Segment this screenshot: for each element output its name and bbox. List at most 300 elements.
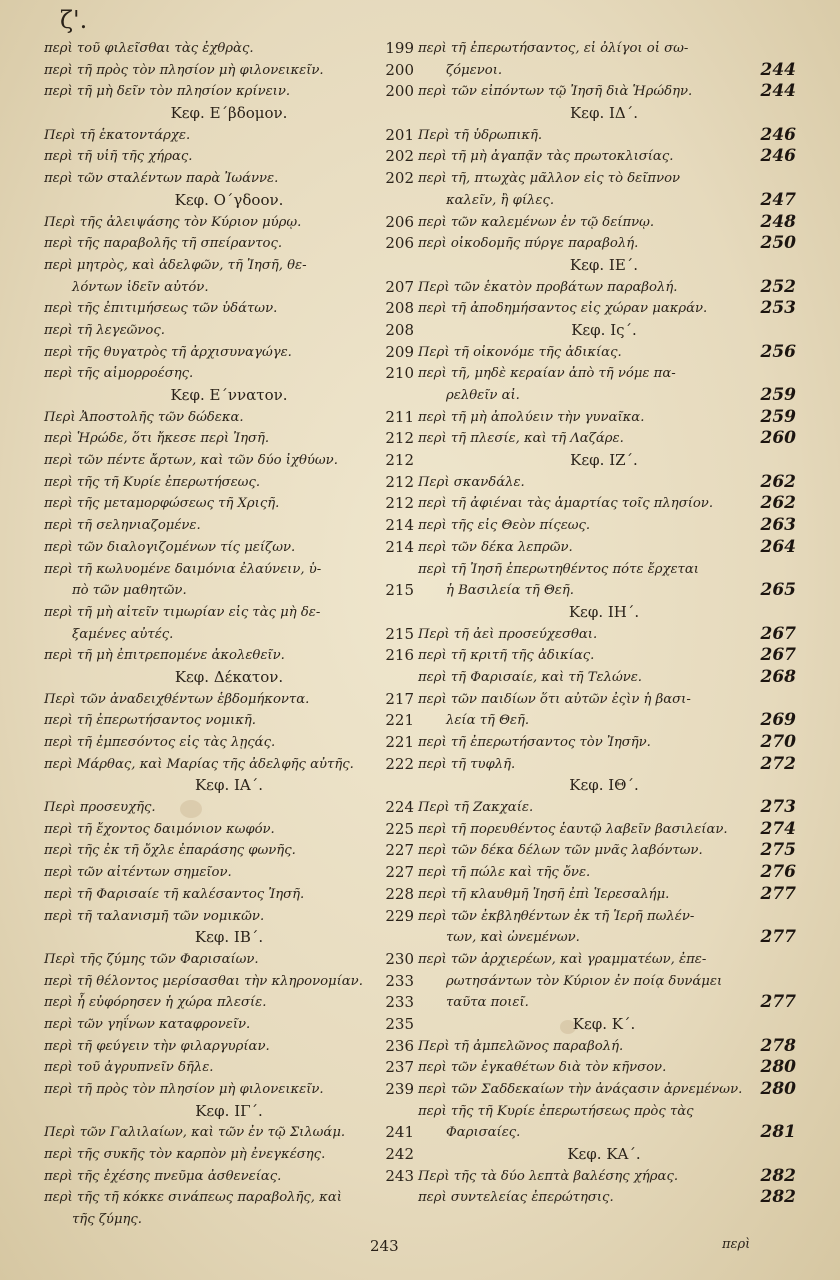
index-entry <box>44 559 414 581</box>
index-entry <box>44 710 414 732</box>
entry-title: ρελθεῖν αἰ. <box>446 388 520 403</box>
chapter-heading <box>44 1101 414 1123</box>
entry-title: περὶ τῶν αἰτέντων σημεῖον. <box>44 865 232 881</box>
entry-title: περὶ τῆ Φαρισαίε τῆ καλέσαντος Ἰησῆ. <box>44 886 305 902</box>
chapter-heading <box>44 190 414 212</box>
entry-page-number: 208 <box>385 299 414 318</box>
entry-page-number: 277 <box>760 883 796 904</box>
entry-page-number: 246 <box>760 124 796 145</box>
chapter-heading-text: Κεφ. ΙΔ΄. <box>569 104 639 123</box>
entry-title: των, καὶ ὠνεμένων. <box>446 930 580 946</box>
chapter-heading-text: Κεφ. ΙΗ΄. <box>568 602 640 621</box>
index-entry <box>418 1122 796 1144</box>
entry-title: περὶ οἰκοδομῆς πύργε παραβολή. <box>418 236 639 252</box>
entry-title: περὶ τῶν παιδίων ὅτι αὐτῶν ἐςὶν ἡ βασι- <box>418 691 691 707</box>
entry-title: περὶ τῆς αἱμορροέσης. <box>44 366 194 382</box>
index-entry <box>418 645 796 667</box>
chapter-heading <box>418 103 790 125</box>
chapter-heading-text: Κεφ. ΙΒ΄. <box>194 928 264 947</box>
entry-page-number: 212 <box>385 429 414 448</box>
entry-page-number: 280 <box>760 1057 796 1078</box>
entry-title: περὶ τῆ Ἰησῆ ἐπερωτηθέντος πότε ἔρχεται <box>418 561 699 577</box>
index-entry <box>44 277 414 299</box>
entry-title: περὶ τῆ ἔχοντος δαιμόνιον κωφόν. <box>44 821 275 837</box>
entry-title: Περὶ τῆς τὰ δύο λεπτὰ βαλέσης χήρας. <box>418 1168 679 1184</box>
entry-title: περὶ τῶν εἰπόντων τῷ Ἰησῆ διὰ Ἡρώδην. <box>418 84 693 100</box>
entry-page-number: 267 <box>760 645 796 666</box>
entry-title: περὶ τῆς ἐχέσης πνεῦμα ἀσθενείας. <box>44 1168 282 1184</box>
index-entry <box>44 146 414 168</box>
entry-title: περὶ τῆ ἀφιέναι τὰς ἁμαρτίας τοῖς πλησίον. <box>418 496 714 512</box>
entry-title: περὶ μητρὸς, καὶ ἀδελφῶν, τῆ Ἰησῆ, θε- <box>44 257 307 273</box>
entry-page-number: 216 <box>385 646 414 665</box>
entry-page-number: 215 <box>385 581 414 600</box>
chapter-heading <box>44 927 414 949</box>
index-entry <box>418 493 796 515</box>
entry-page-number: 233 <box>385 993 414 1012</box>
entry-title: περὶ τῆς μεταμορφώσεως τῆ Χριςῆ. <box>44 496 280 512</box>
entry-page-number: 225 <box>385 819 414 838</box>
entry-page-number: 263 <box>760 515 796 536</box>
entry-page-number: 248 <box>760 211 796 232</box>
entry-page-number: 209 <box>385 342 414 361</box>
entry-title: περὶ τῆ πλεσίε, καὶ τῆ Λαζάρε. <box>418 431 624 447</box>
entry-page-number: 256 <box>760 341 796 362</box>
entry-title: περὶ τῆ πορευθέντος ἑαυτῷ λαβεῖν βασιλείαν. <box>418 821 728 837</box>
entry-page-number: 214 <box>385 516 414 535</box>
entry-page-number: 270 <box>760 732 796 752</box>
entry-title: περὶ συντελείας ἐπερώτησις. <box>418 1190 614 1206</box>
entry-page-number: 247 <box>760 189 796 210</box>
entry-title: περὶ τῆς τῆ Κυρίε ἐπερωτήσεως. <box>44 474 261 490</box>
entry-title: Περὶ τῆ ὑδρωπικῆ. <box>418 127 543 143</box>
index-entry <box>418 536 796 559</box>
entry-title: περὶ τῆ ἐπερωτήσαντος νομικῆ. <box>44 713 256 729</box>
entry-page-number: 253 <box>760 298 796 319</box>
index-entry <box>44 1122 414 1144</box>
entry-page-number: 282 <box>760 1165 796 1186</box>
index-entry <box>418 385 796 407</box>
index-entry <box>418 81 796 103</box>
entry-title: Περὶ τῆ ἀμπελῶνος παραβολή. <box>418 1038 624 1054</box>
entry-page-number: 282 <box>760 1187 796 1208</box>
chapter-heading <box>44 103 414 125</box>
index-entry <box>418 471 796 494</box>
index-entry <box>418 363 790 385</box>
entry-title: καλεῖν, ἢ φίλες. <box>446 192 555 208</box>
entry-page-number: 246 <box>760 146 796 167</box>
entry-page-number: 210 <box>385 364 414 383</box>
entry-title: περὶ τῆ θέλοντος μερίσασθαι τὴν κληρονομίαν. <box>44 973 363 989</box>
entry-title: Περὶ τῶν ἀναδειχθέντων ἑβδομήκοντα. <box>44 691 310 707</box>
entry-page-number: 262 <box>760 493 796 514</box>
entry-title: περὶ τῆ πρὸς τὸν πλησίον μὴ φιλονεικεῖν. <box>44 1082 324 1097</box>
chapter-heading <box>418 602 790 624</box>
entry-title: περὶ τῆ υἱῆ τῆς χήρας. <box>44 149 193 165</box>
entry-page-number: 265 <box>760 580 796 601</box>
entry-page-number: 208 <box>385 320 414 339</box>
catchword: περὶ <box>722 1237 751 1252</box>
index-entry <box>44 689 414 711</box>
index-entry <box>44 168 414 190</box>
entry-title: περὶ τῆ πρὸς τὸν πλησίον μὴ φιλονεικεῖν. <box>44 62 324 78</box>
entry-title: περὶ τῆ, πτωχὰς μᾶλλον εἰς τὸ δεῖπνον <box>418 171 681 187</box>
chapter-heading-text: Κεφ. ΚΑ΄. <box>567 1145 641 1164</box>
chapter-heading <box>418 450 790 472</box>
index-entry <box>418 1165 796 1188</box>
index-entry <box>44 949 414 971</box>
index-entry <box>44 1057 414 1079</box>
chapter-heading <box>418 255 790 277</box>
chapter-heading <box>44 775 414 797</box>
entry-title: περὶ τῆ Φαρισαίε, καὶ τῆ Τελώνε. <box>418 669 643 685</box>
entry-title: περὶ τῶν καλεμένων ἐν τῷ δείπνῳ. <box>418 214 655 230</box>
entry-title: Περὶ τῆ οἰκονόμε τῆς ἀδικίας. <box>418 344 622 360</box>
entry-page-number: 207 <box>385 277 414 296</box>
index-entry <box>44 450 414 472</box>
entry-title: περὶ τῆ ἐπερωτήσαντος τὸν Ἰησῆν. <box>418 735 651 750</box>
entry-page-number: 230 <box>385 949 414 968</box>
entry-title: περὶ τῆς ἐκ τῆ ὄχλε ἐπαράσης φωνῆς. <box>44 843 296 859</box>
entry-title: περὶ τῆ σεληνιαζομένε. <box>44 518 201 534</box>
index-entry <box>418 59 796 82</box>
index-entry <box>418 1187 796 1209</box>
index-entry <box>44 320 414 342</box>
entry-title: περὶ τῶν γηΐνων καταφρονεῖν. <box>44 1016 251 1032</box>
entry-title: περὶ τῶν διαλογιζομένων τίς μείζων. <box>44 539 296 555</box>
entry-page-number: 237 <box>385 1058 414 1077</box>
entry-title: περὶ Ἡρώδε, ὅτι ἤκεσε περὶ Ἰησῆ. <box>44 431 270 447</box>
entry-page-number: 215 <box>385 624 414 643</box>
index-entry <box>418 1101 790 1123</box>
index-entry <box>418 276 796 299</box>
signature-mark: 243 <box>370 1237 399 1255</box>
chapter-heading-text: Κεφ. Ε΄βδομον. <box>170 104 288 123</box>
entry-page-number: 243 <box>385 1166 414 1185</box>
entry-page-number: 212 <box>385 451 414 470</box>
entry-title: τῆς ζύμης. <box>72 1212 142 1228</box>
entry-page-number: 269 <box>760 710 796 731</box>
index-entry <box>418 710 796 732</box>
entry-title: περὶ τῆ μὴ ἀπολύειν τὴν γυναῖκα. <box>418 409 645 425</box>
index-entry <box>44 1014 414 1036</box>
index-entry <box>418 1057 796 1079</box>
entry-title: περὶ τῶν δέκα δέλων τῶν μνᾶς λαβόντων. <box>418 843 703 859</box>
entry-title: Περὶ τῶν ἑκατὸν προβάτων παραβολή. <box>418 279 678 295</box>
entry-title: περὶ τῆ κριτῆ τῆς ἀδικίας. <box>418 648 595 664</box>
index-entry <box>418 168 790 190</box>
entry-title: λεία τῆ Θεῆ. <box>446 713 530 729</box>
entry-title: περὶ τῶν Σαδδεκαίων τὴν ἀνάςασιν ἀρνεμένων. <box>418 1082 743 1097</box>
chapter-heading-text: Κεφ. Ο΄γδοον. <box>174 190 284 209</box>
index-entry <box>44 298 414 320</box>
index-entry <box>44 862 414 884</box>
entry-title: περὶ τῆ ἐμπεσόντος εἰς τὰς λῃςάς. <box>44 735 276 750</box>
entry-page-number: 241 <box>385 1123 414 1142</box>
entry-title: περὶ τῆς ἐπιτιμήσεως τῶν ὑδάτων. <box>44 301 278 317</box>
entry-page-number: 200 <box>385 82 414 101</box>
chapter-heading-text: Κεφ. ΙΑ΄. <box>194 776 264 795</box>
entry-page-number: 242 <box>385 1145 414 1164</box>
entry-title: περὶ Μάρθας, καὶ Μαρίας τῆς ἀδελφῆς αὐτῆς. <box>44 756 354 772</box>
entry-title: περὶ τῶν ἐγκαθέτων διὰ τὸν κῆνσον. <box>418 1060 667 1076</box>
entry-page-number: 252 <box>760 276 796 297</box>
index-entry <box>418 428 796 450</box>
left-column <box>44 38 414 1231</box>
entry-page-number: 272 <box>760 753 796 774</box>
index-entry <box>44 840 414 862</box>
index-entry <box>44 537 414 559</box>
entry-page-number: 244 <box>760 59 796 80</box>
entry-page-number: 212 <box>385 472 414 491</box>
entry-page-number: 276 <box>760 862 796 883</box>
entry-title: περὶ τῆς εἰς Θεὸν πίςεως. <box>418 518 591 534</box>
index-entry <box>44 1144 414 1166</box>
entry-title: περὶ τῆ φεύγειν τὴν φιλαργυρίαν. <box>44 1038 270 1054</box>
entry-title: ζόμενοι. <box>446 62 503 78</box>
index-entry <box>418 883 796 906</box>
index-entry <box>44 428 414 450</box>
entry-title: ἡ Βασιλεία τῆ Θεῆ. <box>446 583 574 599</box>
index-entry <box>418 971 790 993</box>
index-entry <box>44 819 414 841</box>
index-entry <box>418 211 796 234</box>
entry-page-number: 212 <box>385 494 414 513</box>
entry-page-number: 250 <box>760 233 796 254</box>
index-entry <box>418 797 796 819</box>
index-entry <box>418 515 796 537</box>
entry-title: περὶ τῆ ταλανισμῆ τῶν νομικῶν. <box>44 908 265 924</box>
right-column <box>418 38 796 1209</box>
chapter-heading-text: Κεφ. ΙΘ΄. <box>569 776 639 795</box>
index-entry <box>44 1079 414 1101</box>
entry-title: περὶ τοῦ φιλεῖσθαι τὰς ἐχθρὰς. <box>44 41 254 56</box>
entry-title: περὶ τῆ κωλυομένε δαιμόνια ἐλαύνειν, ὑ- <box>44 561 322 577</box>
entry-page-number: 229 <box>385 906 414 925</box>
entry-page-number: 264 <box>760 536 796 557</box>
index-entry <box>418 580 796 602</box>
chapter-heading-text: Κεφ. Ε΄ννατον. <box>170 386 288 404</box>
index-entry <box>418 189 796 212</box>
entry-title: περὶ τῆς συκῆς τὸν καρπὸν μὴ ἐνεγκέσης. <box>44 1147 326 1163</box>
index-entry <box>44 60 414 82</box>
entry-page-number: 211 <box>385 407 414 426</box>
index-entry <box>44 1187 414 1209</box>
chapter-heading-text: Κεφ. Δέκατον. <box>174 667 284 686</box>
entry-page-number: 206 <box>385 234 414 253</box>
index-entry <box>44 1036 414 1058</box>
index-entry <box>418 949 790 971</box>
index-entry <box>44 212 414 234</box>
entry-title: περὶ τῆ ἐπερωτήσαντος, εἰ ὀλίγοι οἱ σω- <box>418 41 689 56</box>
entry-page-number: 239 <box>385 1080 414 1098</box>
entry-title: περὶ τῶν ἀρχιερέων, καὶ γραμματέων, ἐπε- <box>418 951 707 967</box>
entry-page-number: 221 <box>385 711 414 730</box>
index-entry <box>418 1079 796 1101</box>
index-entry <box>44 255 414 277</box>
chapter-heading-text: Κεφ. ΙΖ΄. <box>570 451 638 470</box>
entry-title: Περὶ τῆς ζύμης τῶν Φαρισαίων. <box>44 951 259 967</box>
entry-title: περὶ τῆς τῆ κόκκε σινάπεως παραβολῆς, καὶ <box>44 1190 342 1206</box>
entry-title: περὶ τῆ ἀποδημήσαντος εἰς χώραν μακράν. <box>418 301 708 317</box>
chapter-heading <box>418 320 790 342</box>
index-entry <box>418 840 796 862</box>
entry-title: περὶ τῶν δέκα λεπρῶν. <box>418 539 573 555</box>
entry-page-number: 274 <box>760 818 796 839</box>
index-entry <box>418 623 796 646</box>
entry-title: Περὶ τῆ ἑκατοντάρχε. <box>44 127 191 143</box>
index-entry <box>44 493 414 515</box>
entry-page-number: 235 <box>385 1014 414 1033</box>
index-entry <box>44 624 414 646</box>
entry-page-number: 260 <box>760 428 796 449</box>
entry-title: περὶ τῆ λεγεῶνος. <box>44 322 165 338</box>
entry-title: Περὶ τῶν Γαλιλαίων, καὶ τῶν ἐν τῷ Σιλωάμ. <box>44 1125 346 1141</box>
entry-page-number: 281 <box>760 1122 796 1143</box>
index-entry <box>418 38 790 60</box>
entry-page-number: 217 <box>385 689 414 708</box>
entry-title: περὶ τῆ τυφλῆ. <box>418 756 516 772</box>
index-entry <box>44 602 414 624</box>
index-entry <box>418 124 796 147</box>
entry-title: περὶ τῶν πέντε ἄρτων, καὶ τῶν δύο ἰχθύων. <box>44 453 338 469</box>
entry-page-number: 222 <box>385 754 414 773</box>
index-entry <box>44 342 414 364</box>
entry-page-number: 244 <box>760 81 796 102</box>
index-entry <box>418 818 796 841</box>
entry-page-number: 201 <box>385 125 414 144</box>
index-entry <box>44 472 414 494</box>
folio-number: ζ'. <box>60 6 88 34</box>
index-entry <box>44 407 414 429</box>
index-entry <box>44 580 414 602</box>
chapter-heading-text: Κεφ. Ις΄. <box>571 320 637 339</box>
entry-page-number: 227 <box>385 841 414 860</box>
entry-page-number: 202 <box>385 147 414 166</box>
entry-title: περὶ τῆ πώλε καὶ τῆς ὄνε. <box>418 865 591 881</box>
entry-page-number: 262 <box>760 471 796 492</box>
chapter-heading-text: Κεφ. ΙΕ΄. <box>569 255 639 274</box>
index-entry <box>418 146 796 168</box>
entry-page-number: 273 <box>760 797 796 818</box>
index-entry <box>44 992 414 1014</box>
entry-title: περὶ τοῦ ἀγρυπνεῖν δῆλε. <box>44 1060 214 1076</box>
entry-title: περὶ τῆ κλαυθμῆ Ἰησῆ ἐπὶ Ἱερεσαλήμ. <box>418 886 670 902</box>
entry-page-number: 214 <box>385 537 414 556</box>
entry-title: περὶ τῆ μὴ ἀγαπᾷν τὰς πρωτοκλισίας. <box>418 149 674 165</box>
entry-title: Περὶ προσευχῆς. <box>44 800 156 816</box>
index-entry <box>44 1166 414 1188</box>
entry-title: ταῦτα ποιεῖ. <box>446 995 529 1011</box>
entry-page-number: 206 <box>385 212 414 231</box>
entry-title: Περὶ τῆ Ζακχαίε. <box>418 800 534 816</box>
entry-page-number: 224 <box>385 798 414 817</box>
entry-page-number: 221 <box>385 733 414 751</box>
index-entry <box>44 906 414 928</box>
entry-page-number: 202 <box>385 169 414 188</box>
index-entry <box>44 971 414 993</box>
entry-title: περὶ τῆς τῆ Κυρίε ἐπερωτήσεως πρὸς τὰς <box>418 1103 694 1119</box>
entry-page-number: 199 <box>385 39 414 57</box>
entry-title: ρωτησάντων τὸν Κύριον ἐν ποίᾳ δυνάμει <box>446 973 723 989</box>
entry-title: περὶ τῆ, μηδὲ κεραίαν ἀπὸ τῆ νόμε πα- <box>418 366 676 382</box>
entry-page-number: 275 <box>760 840 796 861</box>
index-entry <box>418 1035 796 1058</box>
entry-page-number: 259 <box>760 406 796 427</box>
index-entry <box>418 298 796 320</box>
index-entry <box>44 732 414 754</box>
index-entry <box>44 645 414 667</box>
entry-page-number: 277 <box>760 992 796 1013</box>
entry-title: περὶ τῆ μὴ δεῖν τὸν πλησίον κρίνειν. <box>44 84 291 100</box>
entry-title: περὶ τῶν σταλέντων παρὰ Ἰωάννε. <box>44 171 279 187</box>
chapter-heading <box>44 667 414 689</box>
entry-title: Φαρισαίες. <box>446 1125 521 1141</box>
index-entry <box>44 233 414 255</box>
entry-title: Περὶ τῆς ἀλειψάσης τὸν Κύριον μύρῳ. <box>44 214 302 230</box>
chapter-heading <box>418 1144 790 1166</box>
entry-page-number: 200 <box>385 60 414 79</box>
chapter-heading <box>418 1014 790 1036</box>
entry-title: Περὶ τῆ ἀεὶ προσεύχεσθαι. <box>418 626 598 642</box>
index-entry <box>418 689 790 711</box>
entry-title: περὶ τῶν ἐκβληθέντων ἐκ τῆ Ἱερῆ πωλέν- <box>418 908 695 924</box>
index-entry <box>44 363 414 385</box>
chapter-heading <box>44 385 414 407</box>
index-entry <box>418 753 796 776</box>
entry-page-number: 278 <box>760 1035 796 1056</box>
entry-title: λόντων ἰδεῖν αὐτόν. <box>72 279 209 295</box>
entry-page-number: 268 <box>760 666 796 687</box>
index-entry <box>418 732 796 754</box>
entry-page-number: 227 <box>385 863 414 882</box>
entry-title: Περὶ Ἀποστολῆς τῶν δώδεκα. <box>44 409 244 425</box>
entry-page-number: 236 <box>385 1036 414 1055</box>
index-entry <box>44 38 414 60</box>
index-entry <box>418 862 796 884</box>
index-entry <box>44 1209 414 1231</box>
entry-title: περὶ τῆ μὴ αἰτεῖν τιμωρίαν εἰς τὰς μὴ δε- <box>44 604 321 620</box>
entry-page-number: 228 <box>385 884 414 903</box>
index-entry <box>418 341 796 364</box>
entry-page-number: 233 <box>385 971 414 990</box>
entry-title: περὶ τῆ μὴ ἐπιτρεπομένε ἀκολεθεῖν. <box>44 648 285 664</box>
entry-page-number: 267 <box>760 623 796 644</box>
index-entry <box>418 992 796 1014</box>
index-entry <box>44 754 414 776</box>
index-entry <box>418 927 796 949</box>
entry-title: πὸ τῶν μαθητῶν. <box>72 583 187 599</box>
index-entry <box>418 406 796 429</box>
entry-title: περὶ ἧ εὐφόρησεν ἡ χώρα πλεσίε. <box>44 995 267 1011</box>
index-entry <box>44 884 414 906</box>
entry-title: περὶ τῆς παραβολῆς τῆ σπείραντος. <box>44 236 283 252</box>
chapter-heading-text: Κεφ. ΙΓ΄. <box>195 1101 263 1120</box>
entry-title: περὶ τῆς θυγατρὸς τῆ ἀρχισυναγώγε. <box>44 344 292 360</box>
index-entry <box>44 797 414 819</box>
entry-title: Περὶ σκανδάλε. <box>418 474 525 490</box>
entry-title: ξαμένες αὐτές. <box>72 626 174 642</box>
entry-page-number: 277 <box>760 927 796 948</box>
entry-page-number: 280 <box>760 1079 796 1099</box>
index-entry <box>418 233 796 255</box>
index-entry <box>418 906 790 928</box>
entry-page-number: 259 <box>760 385 796 405</box>
index-entry <box>418 559 790 581</box>
chapter-heading <box>418 775 790 797</box>
index-entry <box>418 666 796 689</box>
index-entry <box>44 515 414 537</box>
